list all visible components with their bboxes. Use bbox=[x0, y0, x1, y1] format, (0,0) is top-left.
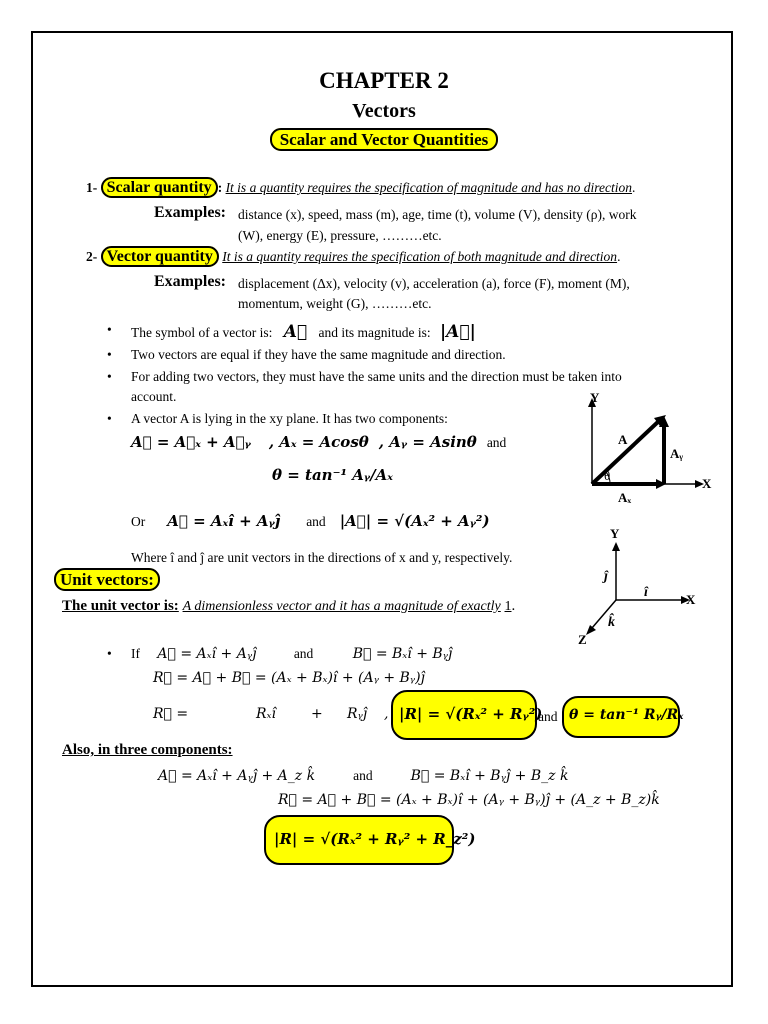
fig2-j: ĵ bbox=[604, 569, 608, 584]
vector-examples-label: Examples: bbox=[154, 273, 226, 290]
eq-sum: A⃗ = A⃗ₓ + A⃗ᵧ bbox=[131, 433, 251, 451]
vector-line bbox=[86, 248, 620, 266]
if-and: and bbox=[293, 646, 314, 661]
bullet-adding-2: account. bbox=[131, 389, 177, 404]
fig1-y: Y bbox=[590, 390, 600, 405]
fig2-i: î bbox=[644, 585, 648, 600]
if-comma: , bbox=[384, 706, 389, 722]
if-rx: Rₓî bbox=[256, 706, 276, 722]
fig2-y: Y bbox=[610, 528, 620, 541]
unit-vector-period: . bbox=[511, 598, 516, 614]
fig1-a: A bbox=[618, 432, 628, 447]
eq-and-1: and bbox=[486, 435, 507, 450]
bullet-equal: • Two vectors are equal if they have the same magnitude and direction. bbox=[131, 347, 506, 363]
scalar-num: 1- bbox=[86, 180, 98, 195]
r-magnitude-formula: |R| = √(Rₓ² + Rᵧ²) bbox=[399, 705, 543, 723]
symbol-mid: and its magnitude is: bbox=[318, 325, 431, 340]
fig1-ay: Aᵧ bbox=[670, 446, 684, 461]
if-word: If bbox=[131, 646, 140, 661]
symbol-prefix: The symbol of a vector is: bbox=[131, 325, 273, 340]
eq-and-2: and bbox=[306, 514, 326, 529]
r-theta-box bbox=[562, 696, 684, 738]
vector-a bbox=[592, 420, 660, 484]
three-ab-line bbox=[158, 767, 568, 785]
unit-vector-lead: The unit vector is: bbox=[62, 598, 179, 614]
three-heading: Also, in three components: bbox=[62, 742, 233, 758]
if-b-vec: B⃗ = Bₓî + Bᵧĵ bbox=[352, 646, 453, 662]
vector-period: . bbox=[617, 249, 621, 264]
z-axis-arrow bbox=[586, 625, 596, 635]
if-and-2: and bbox=[538, 709, 558, 724]
vector-examples-2: momentum, weight (G), ………etc. bbox=[238, 296, 432, 311]
bullet-symbol bbox=[131, 322, 476, 342]
vector-num: 2- bbox=[86, 249, 98, 264]
eq-magnitude: |A⃗| = √(Aₓ² + Aᵧ²) bbox=[339, 512, 490, 530]
scalar-term: Scalar quantity bbox=[101, 177, 218, 198]
fig2-x: X bbox=[686, 592, 696, 607]
symbol-magnitude: |A⃗| bbox=[440, 322, 476, 342]
section-heading-wrap bbox=[0, 130, 768, 150]
r-magnitude-box bbox=[391, 690, 543, 740]
eq-unit-line bbox=[131, 512, 490, 531]
vector-term: Vector quantity bbox=[101, 246, 219, 267]
scalar-examples-1: distance (x), speed, mass (m), age, time (t), volume (V), density (ρ), work bbox=[238, 207, 637, 222]
three-r-sum: R⃗ = A⃗ + B⃗ = (Aₓ + Bₓ)î + (Aᵧ + Bᵧ)ĵ + (A_z + B_z)k̂ bbox=[278, 792, 660, 808]
unit-vectors-heading-wrap bbox=[54, 570, 160, 590]
if-plus: + bbox=[311, 706, 323, 722]
components-diagram bbox=[580, 388, 720, 508]
fig1-theta: θ bbox=[604, 468, 611, 483]
three-b-vec: B⃗ = Bₓî + Bᵧĵ + B_z k̂ bbox=[410, 768, 569, 784]
three-magnitude-formula: |R| = √(Rₓ² + Rᵧ² + R_z²) bbox=[274, 830, 476, 848]
eq-components bbox=[131, 433, 506, 452]
scalar-colon: : bbox=[217, 180, 223, 195]
fig2-z: Z bbox=[578, 632, 587, 647]
three-and: and bbox=[353, 768, 373, 783]
scalar-period: . bbox=[632, 180, 636, 195]
eq-theta: θ = tan⁻¹ Aᵧ/Aₓ bbox=[272, 466, 393, 484]
section-heading: Scalar and Vector Quantities bbox=[270, 128, 499, 151]
eq-unit-form: A⃗ = Aₓî + Aᵧĵ bbox=[167, 512, 281, 530]
bullet-components: • A vector A is lying in the xy plane. It has two components: bbox=[131, 411, 448, 427]
chapter-title: CHAPTER 2 bbox=[319, 68, 449, 93]
topic-title: Vectors bbox=[352, 100, 416, 122]
if-a-vec: A⃗ = Aₓî + Aᵧĵ bbox=[157, 646, 257, 662]
unit-vectors-heading: Unit vectors: bbox=[54, 568, 160, 591]
unit-vectors-diagram bbox=[570, 528, 710, 653]
scalar-examples-label: Examples: bbox=[154, 204, 226, 221]
r-theta-formula: θ = tan⁻¹ Rᵧ/Rₓ bbox=[569, 707, 684, 723]
three-magnitude-box bbox=[264, 815, 476, 865]
vector-examples-1: displacement (Δx), velocity (v), acceleration (a), force (F), moment (M), bbox=[238, 276, 630, 291]
if-ry: Rᵧĵ bbox=[347, 706, 368, 722]
if-line bbox=[131, 646, 452, 662]
eq-ay: , Aᵧ = Asinθ bbox=[378, 433, 477, 451]
fig2-k: k̂ bbox=[608, 615, 615, 630]
eq-where: Where î and ĵ are unit vectors in the directions of x and y, respectively. bbox=[131, 550, 513, 565]
eq-or: Or bbox=[131, 514, 146, 529]
scalar-line bbox=[86, 179, 635, 197]
fig1-ax: Aₓ bbox=[618, 490, 632, 505]
eq-ax: , Aₓ = Acosθ bbox=[268, 433, 369, 451]
if-r-eq: R⃗ = bbox=[153, 706, 189, 722]
unit-vector-definition: A dimensionless vector and it has a magnitude of exactly bbox=[182, 599, 501, 614]
scalar-definition: It is a quantity requires the specification of magnitude and has no direction bbox=[225, 180, 633, 195]
unit-vector-line bbox=[62, 598, 515, 615]
fig1-x: X bbox=[702, 476, 712, 491]
symbol-vector: A⃗ bbox=[283, 322, 308, 342]
three-a-vec: A⃗ = Aₓî + Aᵧĵ + A_z k̂ bbox=[158, 768, 316, 784]
unit-vector-one: 1 bbox=[504, 599, 512, 614]
y-axis-arrow bbox=[612, 542, 620, 551]
if-r-sum: R⃗ = A⃗ + B⃗ = (Aₓ + Bₓ)î + (Aᵧ + Bᵧ)ĵ bbox=[153, 670, 425, 686]
vector-definition: It is a quantity requires the specification of both magnitude and direction bbox=[222, 249, 618, 264]
scalar-examples-2: (W), energy (E), pressure, ………etc. bbox=[238, 228, 442, 243]
bullet-adding-1: • For adding two vectors, they must have the same units and the direction must be taken into bbox=[131, 369, 622, 385]
